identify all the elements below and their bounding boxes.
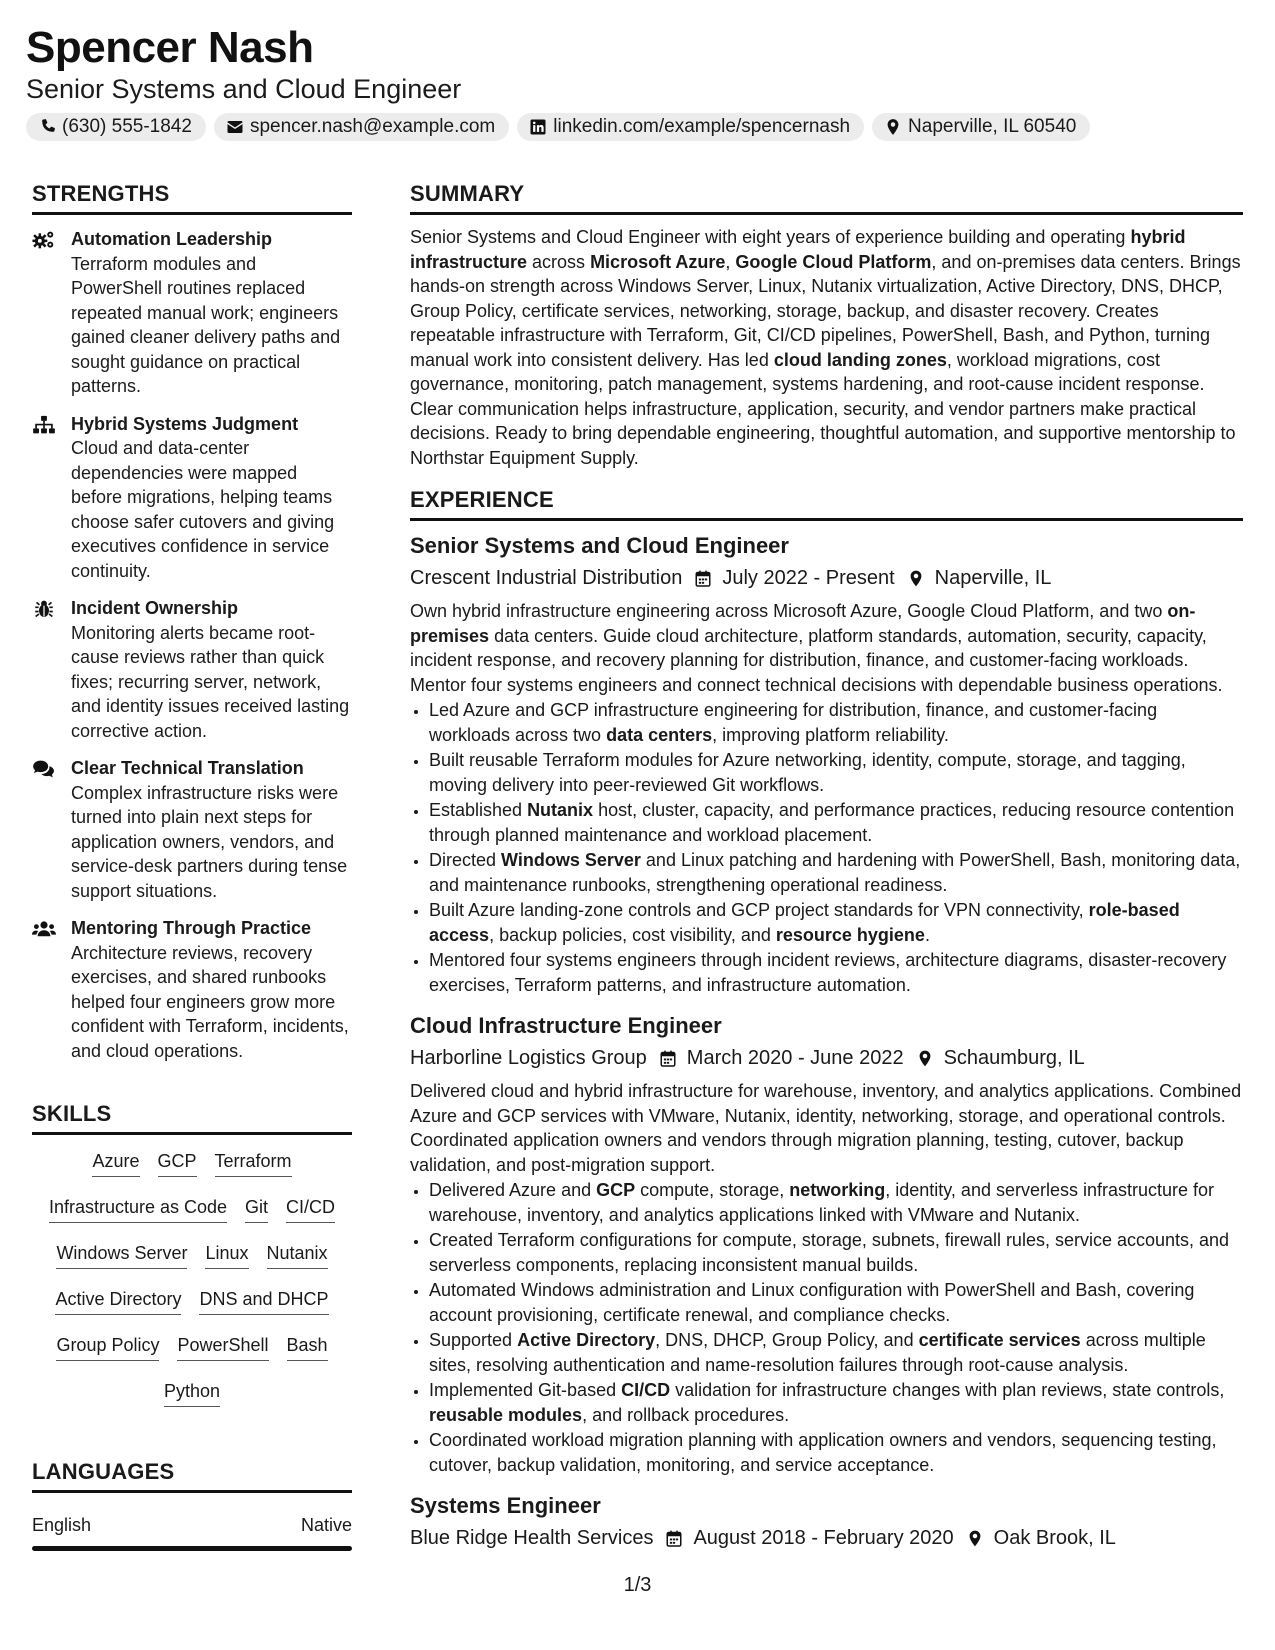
job-company: Crescent Industrial Distribution — [410, 567, 683, 589]
strengths-section — [32, 180, 352, 1063]
job-dates: March 2020 - June 2022 — [686, 1047, 904, 1069]
skill-tag: DNS and DHCP — [199, 1287, 328, 1315]
job-bullet: • Directed Windows Server and Linux patching and hardening with PowerShell, Bash, monitoring data, and maintenance runbooks, strengthening operational readiness. — [429, 848, 1243, 897]
candidate-name: Spencer Nash — [26, 23, 314, 72]
gears-icon — [32, 230, 56, 250]
contact-linkedin-text: linkedin.com/example/spencernash — [553, 116, 851, 137]
strength-item — [32, 596, 352, 743]
job-bullet: • Coordinated workload migration planning with application owners and vendors, sequencing testing, cutover, backup validation, monitoring, and service acceptance. — [429, 1428, 1243, 1477]
skill-tag: CI/CD — [286, 1195, 335, 1223]
skill-tag: Windows Server — [56, 1241, 187, 1269]
job-entry — [410, 1011, 1243, 1477]
job-title: Senior Systems and Cloud Engineer — [410, 533, 789, 558]
skill-tag: Group Policy — [56, 1333, 159, 1361]
contact-linkedin[interactable] — [517, 113, 864, 141]
job-entry — [410, 531, 1243, 997]
skill-tag: Python — [164, 1379, 220, 1407]
strength-item — [32, 412, 352, 584]
job-bullet: • Built reusable Terraform modules for Azure networking, identity, compute, storage, and tagging, moving delivery into peer-reviewed Git workflows. — [429, 748, 1243, 797]
job-bullets — [410, 698, 1243, 997]
skill-tag: Infrastructure as Code — [49, 1195, 227, 1223]
job-bullet: • Automated Windows administration and Linux configuration with PowerShell and Bash, covering account provisioning, certificate renewal, and compliance checks. — [429, 1278, 1243, 1327]
strength-title: Hybrid Systems Judgment — [71, 413, 299, 434]
job-meta — [410, 563, 1243, 593]
job-location: Oak Brook, IL — [993, 1527, 1116, 1549]
job-description: Delivered cloud and hybrid infrastructure for warehouse, inventory, and analytics applications. Combined Azure and GCP services with VMware, Nutanix, identity, networking, storage, and operational controls. Coordinated application owners and vendors through migration planning, testing, cutover, backup validation, and post-migration support. — [410, 1081, 1242, 1175]
language-name: English — [32, 1515, 92, 1535]
strength-description: Cloud and data-center dependencies were mapped before migrations, helping teams choose safer cutovers and giving executives confidence in service continuity. — [71, 438, 335, 581]
job-location: Schaumburg, IL — [943, 1047, 1085, 1069]
job-entry — [410, 1491, 1243, 1553]
summary-section — [410, 180, 1243, 470]
calendar-icon — [659, 1049, 677, 1068]
job-company: Blue Ridge Health Services — [410, 1527, 654, 1549]
skills-row — [32, 1379, 352, 1425]
map-pin-icon — [884, 118, 902, 136]
summary-text: Senior Systems and Cloud Engineer with eight years of experience building and operating hybrid infrastructure across Microsoft Azure, Google Cloud Platform, and on-premises data centers. Brings hands-on strength across Windows Server, Linux, Nutanix virtualization, Active Directory, DNS, DHCP, Group Policy, certificate services, networking, storage, backup, and disaster recovery. Creates repeatable infrastructure with Terraform, Git, CI/CD pipelines, PowerShell, Bash, and Python, turning manual work into consistent delivery. Has led cloud landing zones, workload migrations, cost governance, monitoring, patch management, systems hardening, and root-cause incident response. Clear communication helps infrastructure, application, security, and vendor partners make practical decisions. Ready to bring dependable engineering, thoughtful automation, and supportive mentorship to Northstar Equipment Supply. — [410, 227, 1241, 468]
job-bullet: • Established Nutanix host, cluster, capacity, and performance practices, reducing resource contention through planned maintenance and workload placement. — [429, 798, 1243, 847]
job-bullet: • Supported Active Directory, DNS, DHCP, Group Policy, and certificate services across multiple sites, resolving authentication and name-resolution failures through root-cause analysis. — [429, 1328, 1243, 1377]
skill-tag: Bash — [287, 1333, 328, 1361]
job-bullet: • Delivered Azure and GCP compute, storage, networking, identity, and serverless infrastructure for warehouse, inventory, and analytics applications linked with VMware and Nutanix. — [429, 1178, 1243, 1227]
skill-tag: Terraform — [215, 1149, 292, 1177]
map-pin-icon — [966, 1529, 984, 1548]
job-dates: August 2018 - February 2020 — [693, 1527, 954, 1549]
skills-row — [32, 1195, 352, 1241]
users-icon — [32, 919, 56, 939]
language-proficiency-bar — [32, 1546, 352, 1551]
strength-item — [32, 916, 352, 1063]
language-level: Native — [300, 1515, 352, 1535]
contact-phone-text: (630) 555-1842 — [62, 116, 192, 137]
job-bullet: • Built Azure landing-zone controls and GCP project standards for VPN connectivity, role-based access, backup policies, cost visibility, and resource hygiene. — [429, 898, 1243, 947]
languages-heading: LANGUAGES — [32, 1458, 352, 1493]
languages-section — [32, 1458, 352, 1551]
strength-description: Monitoring alerts became root-cause reviews rather than quick fixes; recurring server, network, and identity issues received lasting corrective action. — [71, 622, 350, 741]
strength-description: Terraform modules and PowerShell routines replaced repeated manual work; engineers gained cleaner delivery paths and sought guidance on practical patterns. — [71, 253, 341, 396]
job-title: Cloud Infrastructure Engineer — [410, 1013, 722, 1038]
skill-tag: Active Directory — [55, 1287, 181, 1315]
skill-tag: Git — [245, 1195, 268, 1223]
left-column — [32, 180, 352, 1535]
contact-bar — [26, 113, 1090, 141]
skills-grid — [32, 1149, 352, 1425]
skill-tag: GCP — [158, 1149, 197, 1177]
summary-heading: SUMMARY — [410, 180, 1243, 215]
job-meta — [410, 1043, 1243, 1073]
job-bullet: • Created Terraform configurations for compute, storage, subnets, firewall rules, service accounts, and serverless components, replacing inconsistent manual builds. — [429, 1228, 1243, 1277]
contact-location-text: Naperville, IL 60540 — [908, 116, 1077, 137]
job-bullets — [410, 1178, 1243, 1477]
phone-icon — [38, 118, 56, 136]
job-description: Own hybrid infrastructure engineering across Microsoft Azure, Google Cloud Platform, and two on-premises data centers. Guide cloud architecture, platform standards, automation, security, capacity, incident response, and recovery planning for distribution, finance, and customer-facing workloads. Mentor four systems engineers and connect technical decisions with dependable business operations. — [410, 601, 1223, 695]
candidate-role: Senior Systems and Cloud Engineer — [26, 74, 462, 104]
strength-title: Automation Leadership — [71, 229, 273, 249]
skills-section — [32, 1100, 352, 1425]
job-dates: July 2022 - Present — [722, 567, 895, 589]
skills-row — [32, 1149, 352, 1195]
experience-section — [410, 486, 1243, 1553]
page-number: 1/3 — [623, 1574, 652, 1596]
right-column — [410, 180, 1243, 1553]
calendar-icon — [665, 1529, 683, 1548]
bug-icon — [32, 599, 56, 619]
job-bullet: • Mentored four systems engineers through incident reviews, architecture diagrams, disaster-recovery exercises, Terraform patterns, and infrastructure automation. — [429, 948, 1243, 997]
strength-description: Architecture reviews, recovery exercises, and shared runbooks helped four engineers grow more confident with Terraform, incidents, and cloud operations. — [71, 942, 349, 1061]
strength-title: Clear Technical Translation — [71, 758, 304, 778]
comments-icon — [32, 759, 56, 779]
skills-row — [32, 1241, 352, 1287]
job-location: Naperville, IL — [934, 567, 1052, 589]
contact-phone[interactable] — [26, 113, 206, 141]
strength-description: Complex infrastructure risks were turned into plain next steps for application owners, vendors, and service-desk partners during tense support situations. — [71, 782, 348, 901]
contact-email-text: spencer.nash@example.com — [249, 116, 496, 137]
strength-title: Mentoring Through Practice — [71, 918, 312, 938]
skills-heading: SKILLS — [32, 1100, 352, 1135]
skills-row — [32, 1287, 352, 1333]
strengths-heading: STRENGTHS — [32, 180, 352, 215]
skills-row — [32, 1333, 352, 1379]
map-pin-icon — [907, 569, 925, 588]
skill-tag: Nutanix — [267, 1241, 328, 1269]
job-company: Harborline Logistics Group — [410, 1047, 647, 1069]
job-meta — [410, 1523, 1243, 1553]
strengths-list — [32, 227, 352, 1063]
envelope-icon — [226, 118, 244, 136]
calendar-icon — [694, 569, 712, 588]
job-title: Systems Engineer — [410, 1493, 601, 1518]
map-pin-icon — [916, 1049, 934, 1068]
job-bullet: • Led Azure and GCP infrastructure engineering for distribution, finance, and customer-facing workloads across two data centers, improving platform reliability. — [429, 698, 1243, 747]
job-bullet: • Implemented Git-based CI/CD validation for infrastructure changes with plan reviews, state controls, reusable modules, and rollback procedures. — [429, 1378, 1243, 1427]
strength-item — [32, 227, 352, 399]
skill-tag: Azure — [92, 1149, 139, 1177]
strength-item — [32, 756, 352, 903]
language-item — [32, 1513, 352, 1537]
contact-location — [872, 113, 1090, 141]
sitemap-icon — [32, 415, 56, 435]
strength-title: Incident Ownership — [71, 598, 239, 618]
skill-tag: PowerShell — [177, 1333, 268, 1361]
contact-email[interactable] — [214, 113, 509, 141]
experience-heading: EXPERIENCE — [410, 486, 1243, 521]
linkedin-icon — [529, 118, 547, 136]
skill-tag: Linux — [205, 1241, 248, 1269]
